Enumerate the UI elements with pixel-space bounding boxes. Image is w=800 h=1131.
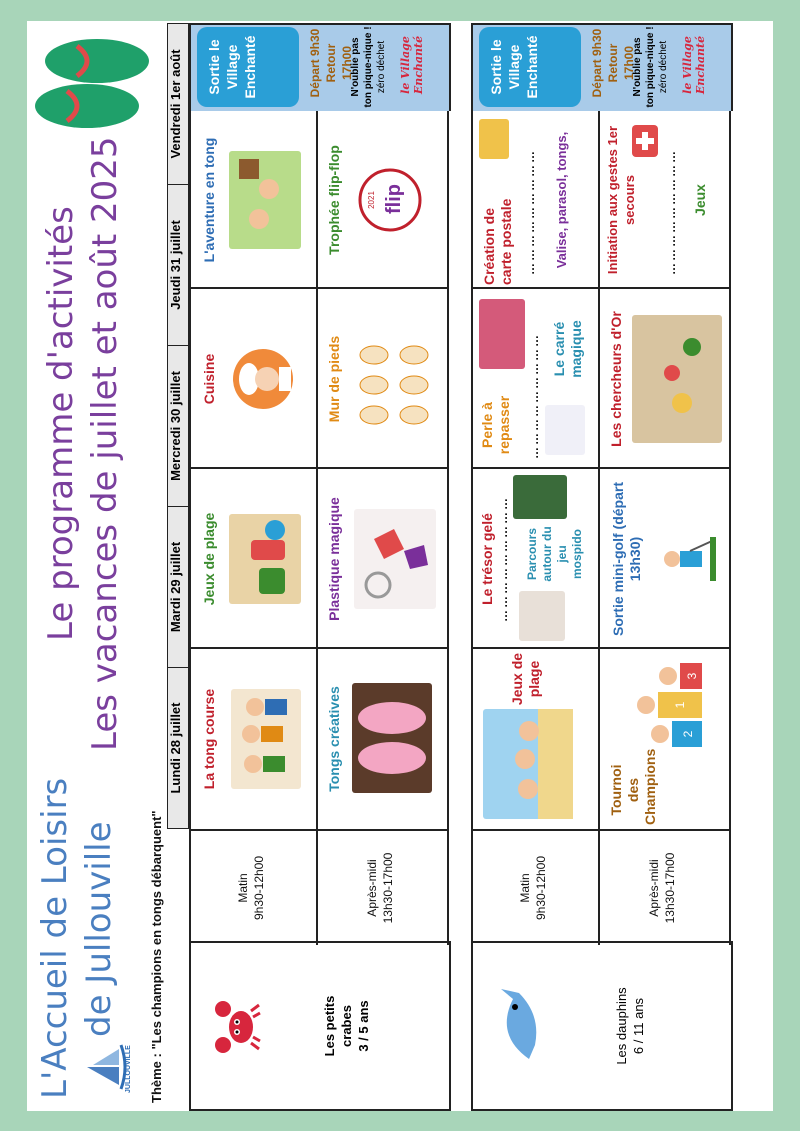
beach-toys-image	[229, 514, 301, 604]
group-name	[613, 943, 647, 1109]
village-enchante-logo	[681, 27, 707, 103]
group-name-line1: Les petits	[322, 995, 337, 1057]
group-name-line2: crabes	[339, 1005, 354, 1047]
title-line1: Le programme d'activités	[41, 206, 81, 641]
group-name-line1: Les dauphins	[614, 987, 629, 1065]
slot-label: Après-midi	[647, 859, 661, 917]
podium-2: 2	[681, 730, 695, 738]
outing-times	[589, 25, 637, 101]
day-wednesday: Mercredi 30 juillet	[168, 346, 189, 507]
footprints-image	[354, 323, 438, 435]
group-name-line2: 6 / 11 ans	[631, 997, 646, 1055]
activity-title: Initiation aux gestes 1er secours	[605, 125, 637, 275]
outing-note	[631, 25, 670, 109]
activity-cell	[598, 647, 731, 829]
activity-title: Cuisine	[201, 353, 217, 405]
podium-image	[612, 657, 712, 753]
org-header	[35, 769, 145, 1099]
separator-dots: ………………………	[527, 333, 541, 459]
outing-note-line3: zéro déchet	[376, 40, 387, 94]
activity-title: Création de carte postale	[481, 198, 514, 285]
activity-title: Jeux de plage	[201, 512, 217, 606]
magic-square-image	[545, 405, 585, 455]
outing-card	[479, 27, 581, 107]
activity-second: Valise, parasol, tongs,	[554, 131, 569, 269]
slot-time: 13h30-17h00	[381, 852, 395, 924]
group-label-cell	[189, 941, 451, 1111]
activity-title: L'aventure en tong	[201, 137, 217, 263]
activity-cell	[316, 467, 449, 649]
mospido-game-image	[513, 475, 567, 519]
jullouville-logo	[79, 1041, 131, 1093]
activity-cell	[471, 287, 600, 469]
outing-note-line1: N'oublie pas	[350, 37, 361, 97]
outing-card	[197, 27, 299, 107]
village-enchante-logo	[399, 27, 425, 103]
crab-icon	[211, 997, 261, 1057]
activity-cell	[316, 287, 449, 469]
activity-cell	[471, 467, 600, 649]
group-name	[321, 943, 372, 1109]
slot-time: 9h30-12h00	[252, 855, 266, 921]
mini-golf-icon	[660, 537, 716, 581]
separator-dots: ………………………	[664, 149, 678, 275]
dolphin-icon	[489, 985, 553, 1065]
outing-note	[349, 25, 388, 109]
day-friday: Vendredi 1er août	[168, 24, 189, 185]
outing-note-line2: ton pique-nique !	[363, 26, 374, 108]
logo-text: JULLOUVILLE	[125, 1045, 132, 1093]
day-tuesday: Mardi 29 juillet	[168, 507, 189, 668]
outing-title-line2: Enchanté	[524, 35, 540, 99]
group-label-cell	[471, 941, 733, 1111]
slot-label: Matin	[236, 873, 250, 903]
day-header	[167, 23, 189, 829]
podium-1: 1	[673, 701, 687, 709]
outing-title-line2: Enchanté	[242, 35, 258, 99]
slot-matin-cell	[189, 829, 318, 945]
day-monday: Lundi 28 juillet	[168, 668, 189, 829]
plastic-keychain-image	[354, 509, 436, 609]
trophy-year: 2021	[367, 191, 376, 209]
activity-second: Jeux	[692, 184, 708, 216]
activity-cell	[189, 287, 318, 469]
activity-title: Jeux de plage	[509, 652, 542, 706]
slot-aprem-cell	[598, 829, 731, 945]
logo-line2: Enchanté	[694, 35, 707, 95]
group-name-line3: 3 / 5 ans	[356, 1000, 371, 1052]
activity-cell	[316, 647, 449, 829]
activity-title: Le trésor gelé	[479, 513, 495, 605]
logo-line1: le Village	[681, 36, 694, 94]
activity-title: Perle à repasser	[479, 395, 512, 455]
activity-cell	[189, 647, 318, 829]
outing-retour: Retour 17h00	[606, 43, 636, 83]
activity-second: Parcours autour du jeu mospido	[525, 526, 584, 582]
theme-text: Thème : "Les champions en tongs débarquent"	[149, 810, 164, 1103]
activity-title: Tournoi des Champions	[608, 748, 658, 825]
activity-cell	[471, 647, 600, 829]
slot-time: 13h30-17h00	[663, 852, 677, 924]
slot-time: 9h30-12h00	[534, 855, 548, 921]
podium-3: 3	[685, 672, 699, 680]
activity-title: Plastique magique	[326, 497, 342, 621]
separator-dots: ………………………	[523, 149, 537, 275]
slot-aprem-cell	[316, 829, 449, 945]
rotated-sheet	[27, 21, 773, 1111]
slot-label: Après-midi	[365, 859, 379, 917]
outing-note-line1: N'oublie pas	[632, 37, 643, 97]
org-name-line2: de Jullouville	[79, 821, 119, 1037]
org-name-line1: L'Accueil de Loisirs	[35, 777, 75, 1099]
activity-cell	[598, 287, 731, 469]
frozen-treasure-image	[519, 591, 565, 641]
outing-retour: Retour 17h00	[324, 43, 354, 83]
outing-title-line1: Sortie le Village	[206, 39, 240, 95]
activity-title: Sortie mini-golf (départ 13h30)	[610, 482, 643, 636]
activity-second: Le carré magique	[551, 320, 584, 378]
sheet	[27, 21, 773, 1111]
outing-note-line2: ton pique-nique !	[645, 26, 656, 108]
separator-dots: ………………………	[496, 496, 510, 622]
activity-title: Tongs créatives	[326, 686, 342, 792]
outing-depart: Départ 9h30	[590, 28, 604, 98]
chef-icon	[231, 347, 295, 411]
title-line2: Les vacances de juillet et août 2025	[85, 136, 125, 751]
outing-note-line3: zéro déchet	[658, 40, 669, 94]
slot-matin-cell	[471, 829, 600, 945]
friday-content-dauphins	[471, 25, 729, 211]
outing-title-line1: Sortie le Village	[488, 39, 522, 95]
activity-cell	[189, 467, 318, 649]
beads-image	[479, 299, 525, 369]
flip-flops-icon	[27, 31, 157, 141]
creative-flipflops-image	[352, 683, 432, 793]
outing-times	[307, 25, 355, 101]
logo-line1: le Village	[399, 36, 412, 94]
kids-running-image	[231, 689, 301, 789]
activity-cell	[598, 467, 731, 649]
activity-title: Mur de pieds	[326, 335, 342, 423]
activity-title: Trophée flip-flop	[326, 145, 342, 255]
outing-depart: Départ 9h30	[308, 28, 322, 98]
activity-title: La tong course	[201, 688, 217, 790]
logo-line2: Enchanté	[412, 35, 425, 95]
flip-text: flip	[383, 184, 405, 214]
gold-digging-image	[632, 315, 722, 443]
day-thursday: Jeudi 31 juillet	[168, 185, 189, 346]
activity-title: Les chercheurs d'Or	[608, 311, 624, 447]
slot-label: Matin	[518, 873, 532, 903]
beach-kids-image	[483, 709, 573, 819]
friday-content-crabes	[189, 25, 447, 211]
